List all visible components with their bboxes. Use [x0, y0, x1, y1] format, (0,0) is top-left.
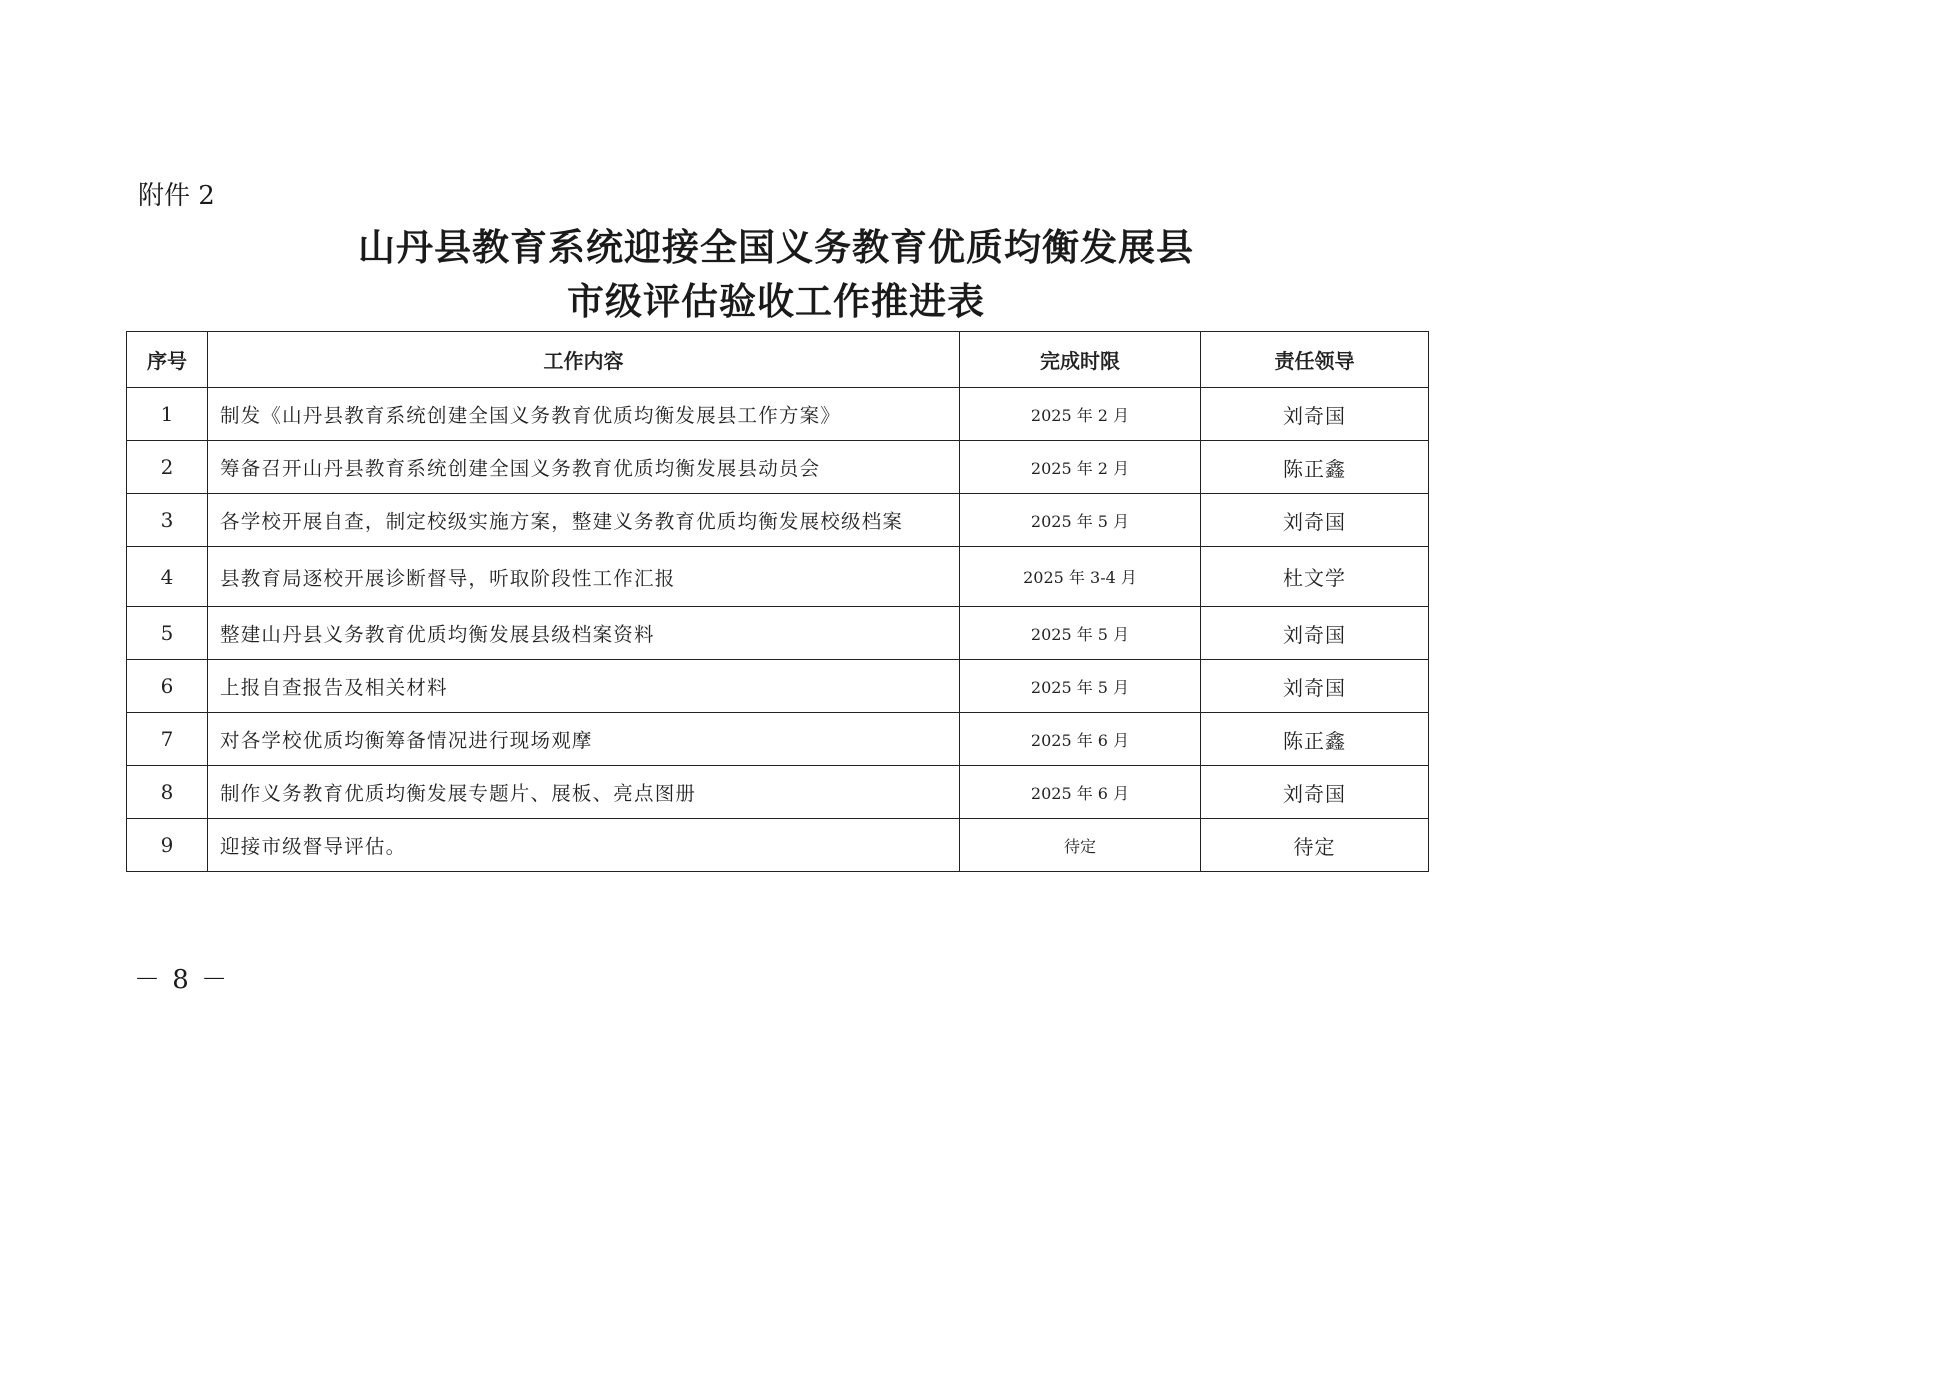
row-deadline: 2025 年 3-4 月: [960, 547, 1201, 607]
table-row: [127, 494, 1429, 547]
row-deadline: 2025 年 6 月: [960, 713, 1201, 766]
header-leader: 责任领导: [1201, 332, 1429, 388]
table-row: [127, 713, 1429, 766]
table-row: [127, 547, 1429, 607]
row-seq: 7: [127, 713, 208, 766]
row-content: 制作义务教育优质均衡发展专题片、展板、亮点图册: [208, 766, 960, 819]
row-seq: 5: [127, 607, 208, 660]
row-content: 迎接市级督导评估。: [208, 819, 960, 872]
row-deadline: 2025 年 2 月: [960, 388, 1201, 441]
row-seq: 6: [127, 660, 208, 713]
table-row: [127, 819, 1429, 872]
row-deadline: 2025 年 5 月: [960, 660, 1201, 713]
row-leader: 刘奇国: [1201, 660, 1429, 713]
row-content: 制发《山丹县教育系统创建全国义务教育优质均衡发展县工作方案》: [208, 388, 960, 441]
header-content: 工作内容: [208, 332, 960, 388]
row-content: 筹备召开山丹县教育系统创建全国义务教育优质均衡发展县动员会: [208, 441, 960, 494]
document-title-line-2: 市级评估验收工作推进表: [567, 280, 985, 323]
work-plan-table: [126, 331, 1429, 872]
row-seq: 1: [127, 388, 208, 441]
row-seq: 2: [127, 441, 208, 494]
row-deadline: 2025 年 2 月: [960, 441, 1201, 494]
row-leader: 陈正鑫: [1201, 713, 1429, 766]
row-leader: 刘奇国: [1201, 494, 1429, 547]
table-row: [127, 607, 1429, 660]
row-leader: 刘奇国: [1201, 766, 1429, 819]
row-seq: 3: [127, 494, 208, 547]
page-number: － 8 －: [134, 965, 230, 995]
row-seq: 4: [127, 547, 208, 607]
row-deadline: 2025 年 6 月: [960, 766, 1201, 819]
row-leader: 刘奇国: [1201, 607, 1429, 660]
row-leader: 待定: [1201, 819, 1429, 872]
document-title-line-1: 山丹县教育系统迎接全国义务教育优质均衡发展县: [358, 226, 1194, 269]
row-deadline: 待定: [960, 819, 1201, 872]
table-header-row: [127, 332, 1429, 388]
row-content: 县教育局逐校开展诊断督导，听取阶段性工作汇报: [208, 547, 960, 607]
table-row: [127, 660, 1429, 713]
table-row: [127, 766, 1429, 819]
row-leader: 杜文学: [1201, 547, 1429, 607]
row-content: 各学校开展自查，制定校级实施方案，整建义务教育优质均衡发展校级档案: [208, 494, 960, 547]
row-content: 整建山丹县义务教育优质均衡发展县级档案资料: [208, 607, 960, 660]
table-row: [127, 388, 1429, 441]
row-seq: 8: [127, 766, 208, 819]
row-leader: 陈正鑫: [1201, 441, 1429, 494]
header-seq: 序号: [127, 332, 208, 388]
row-content: 对各学校优质均衡筹备情况进行现场观摩: [208, 713, 960, 766]
row-leader: 刘奇国: [1201, 388, 1429, 441]
row-seq: 9: [127, 819, 208, 872]
row-deadline: 2025 年 5 月: [960, 607, 1201, 660]
row-deadline: 2025 年 5 月: [960, 494, 1201, 547]
attachment-label: 附件 2: [138, 181, 215, 211]
table-row: [127, 441, 1429, 494]
header-deadline: 完成时限: [960, 332, 1201, 388]
row-content: 上报自查报告及相关材料: [208, 660, 960, 713]
